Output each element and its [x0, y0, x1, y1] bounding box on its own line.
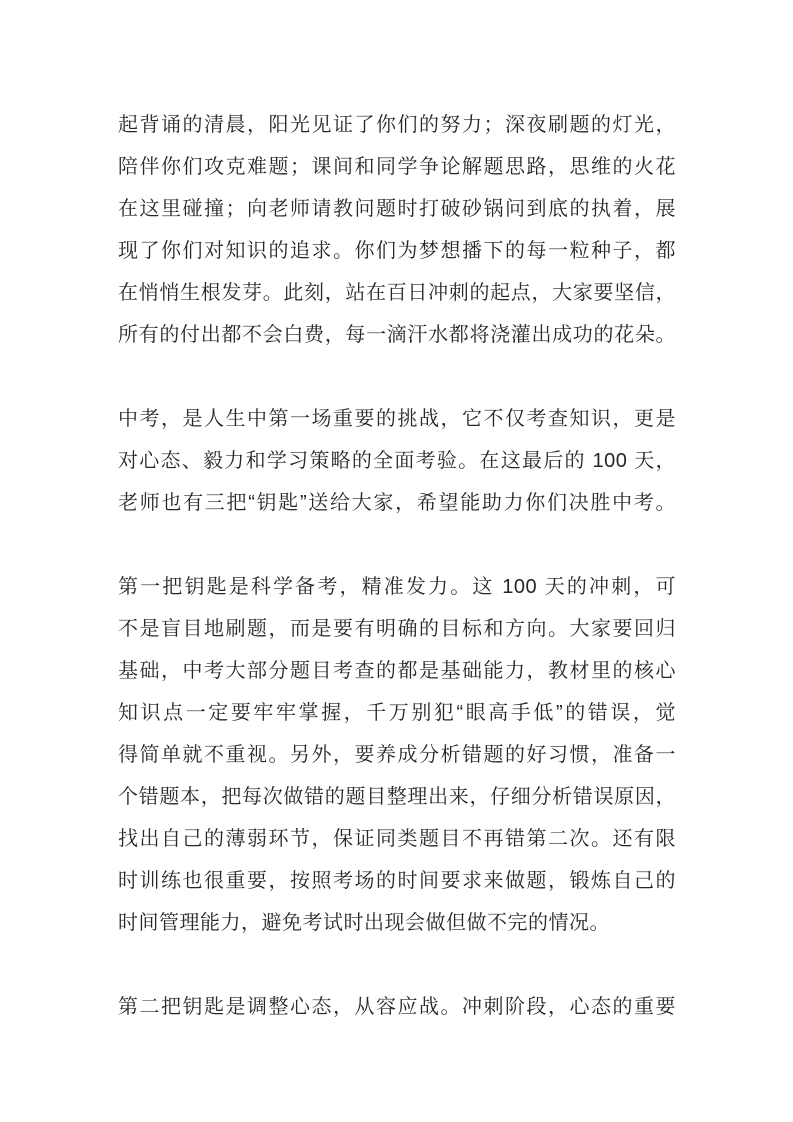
text-line: 不是盲目地刷题，而是要有明确的目标和方向。大家要回归	[118, 618, 676, 640]
text-line: 中考，是人生中第一场重要的挑战，它不仅考查知识，更是	[118, 408, 676, 430]
paragraph	[118, 398, 676, 524]
text-line: 第一把钥匙是科学备考，精准发力。这 100 天的冲刺，可	[118, 576, 676, 598]
text-line: 知识点一定要牢牢掌握，千万别犯“眼高手低”的错误，觉	[118, 702, 676, 724]
paragraph	[118, 104, 676, 356]
text-line: 找出自己的薄弱环节，保证同类题目不再错第二次。还有限	[118, 828, 676, 850]
text-line: 个错题本，把每次做错的题目整理出来，仔细分析错误原因，	[118, 786, 676, 808]
paragraph	[118, 986, 676, 1028]
text-line: 老师也有三把“钥匙”送给大家，希望能助力你们决胜中考。	[118, 492, 676, 514]
text-line: 基础，中考大部分题目考查的都是基础能力，教材里的核心	[118, 660, 676, 682]
text-line: 在这里碰撞；向老师请教问题时打破砂锅问到底的执着，展	[118, 198, 676, 220]
text-column	[118, 104, 676, 1028]
text-line: 时训练也很重要，按照考场的时间要求来做题，锻炼自己的	[118, 870, 676, 892]
paragraph	[118, 566, 676, 944]
text-line: 对心态、毅力和学习策略的全面考验。在这最后的 100 天，	[118, 450, 676, 472]
text-line: 在悄悄生根发芽。此刻，站在百日冲刺的起点，大家要坚信，	[118, 282, 676, 304]
text-line: 所有的付出都不会白费，每一滴汗水都将浇灌出成功的花朵。	[118, 324, 676, 346]
text-line: 时间管理能力，避免考试时出现会做但做不完的情况。	[118, 912, 610, 934]
text-line: 起背诵的清晨，阳光见证了你们的努力；深夜刷题的灯光，	[118, 114, 676, 136]
text-line: 现了你们对知识的追求。你们为梦想播下的每一粒种子，都	[118, 240, 676, 262]
text-line: 得简单就不重视。另外，要养成分析错题的好习惯，准备一	[118, 744, 676, 766]
text-line: 陪伴你们攻克难题；课间和同学争论解题思路，思维的火花	[118, 156, 676, 178]
text-line: 第二把钥匙是调整心态，从容应战。冲刺阶段，心态的重要	[118, 996, 676, 1018]
